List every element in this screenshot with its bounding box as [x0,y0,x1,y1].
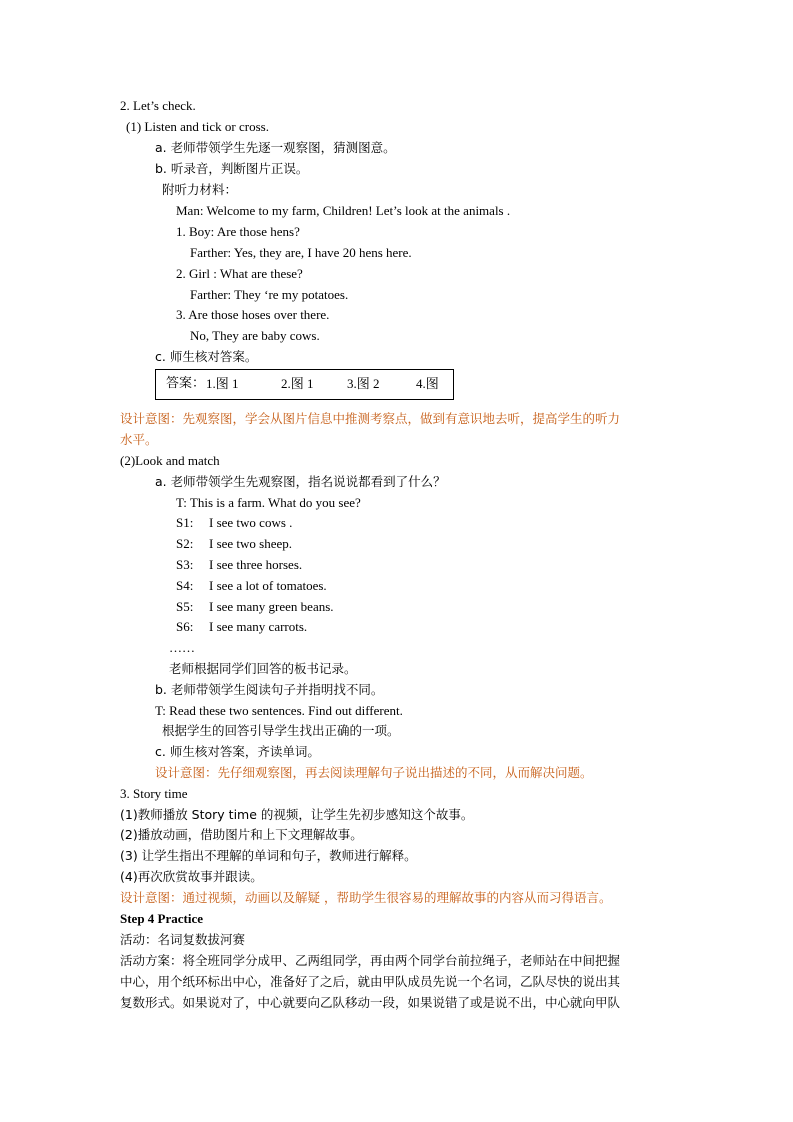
activity-plan-line: 复数形式。如果说对了，中心就要向乙队移动一段，如果说错了或是说不出，中心就向甲队 [120,995,621,1010]
dialogue-speaker: S5: [176,599,194,614]
section-3-heading: 3. Story time [120,786,188,801]
dialogue-text: I see two sheep. [209,536,293,551]
dialogue-text: I see three horses. [209,557,303,572]
part-2-title: (2)Look and match [120,453,220,468]
step-4-heading: Step 4 Practice [120,911,204,926]
board-note: 老师根据同学们回答的板书记录。 [169,661,357,676]
part-1-step-c: c. 师生核对答案。 [155,349,258,364]
teacher-read: T: Read these two sentences. Find out different. [155,703,403,718]
script-line: Man: Welcome to my farm, Children! Let’s look at the animals . [176,203,511,218]
design-intent-1-cont: 水平。 [120,432,158,447]
ellipsis: …… [169,640,195,655]
dialogue-text: I see many carrots. [209,619,308,634]
script-line: Farther: They ‘re my potatoes. [190,287,349,302]
script-line: No, They are baby cows. [190,328,320,343]
dialogue-text: I see two cows . [209,515,293,530]
script-line: 3. Are those hoses over there. [176,307,330,322]
activity-plan-line: 中心，用个纸环标出中心，准备好了之后，就由甲队成员先说一个名词，乙队尽快的说出其 [120,974,621,989]
dialogue-text: I see many green beans. [209,599,334,614]
activity-plan-line: 活动方案：将全班同学分成甲、乙两组同学，再由两个同学台前拉绳子，老师站在中间把握 [120,953,621,968]
answer-item: 2.图 1 [281,376,314,391]
part-1-title: (1) Listen and tick or cross. [126,119,269,134]
script-line: 1. Boy: Are those hens? [176,224,300,239]
script-line: 2. Girl : What are these? [176,266,303,281]
dialogue-speaker: S6: [176,619,194,634]
dialogue-text: I see a lot of tomatoes. [209,578,327,593]
dialogue-speaker: S4: [176,578,194,593]
design-intent-2: 设计意图：先仔细观察图，再去阅读理解句子说出描述的不同，从而解决问题。 [155,765,593,780]
section-2-heading: 2. Let’s check. [120,98,196,113]
part-1-step-b: b. 听录音，判断图片正误。 [155,161,309,176]
part-2-step-b: b. 老师带领学生阅读句子并指明找不同。 [155,682,384,697]
story-step: (2)播放动画，借助图片和上下文理解故事。 [120,827,363,842]
design-intent-3: 设计意图：通过视频，动画以及解疑 ，帮助学生很容易的理解故事的内容从而习得语言。 [120,890,612,905]
answer-label: 答案： [166,376,206,391]
listening-material-label: 附听力材料： [162,182,238,197]
story-step: (4)再次欣赏故事并跟读。 [120,869,263,884]
dialogue-speaker: S3: [176,557,194,572]
answer-item: 4.图 [416,376,439,391]
dialogue-speaker: S1: [176,515,194,530]
dialogue-speaker: S2: [176,536,194,551]
part-2-step-c: c. 师生核对答案，齐读单词。 [155,744,320,759]
teacher-question: T: This is a farm. What do you see? [176,495,361,510]
answer-box [155,369,454,400]
answer-item: 3.图 2 [347,376,380,391]
guide-note: 根据学生的回答引导学生找出正确的一项。 [162,723,400,738]
part-1-step-a: a. 老师带领学生先逐一观察图，猜测图意。 [155,140,396,155]
design-intent-1: 设计意图：先观察图，学会从图片信息中推测考察点，做到有意识地去听，提高学生的听力 [120,411,621,426]
answer-item: 1.图 1 [206,376,239,391]
story-step: (1)教师播放 Story time 的视频，让学生先初步感知这个故事。 [120,807,474,822]
activity-title: 活动：名词复数拔河赛 [120,932,246,947]
script-line: Farther: Yes, they are, I have 20 hens here. [190,245,412,260]
part-2-step-a: a. 老师带领学生先观察图，指名说说都看到了什么？ [155,474,446,489]
story-step: (3) 让学生指出不理解的单词和句子，教师进行解释。 [120,848,417,863]
